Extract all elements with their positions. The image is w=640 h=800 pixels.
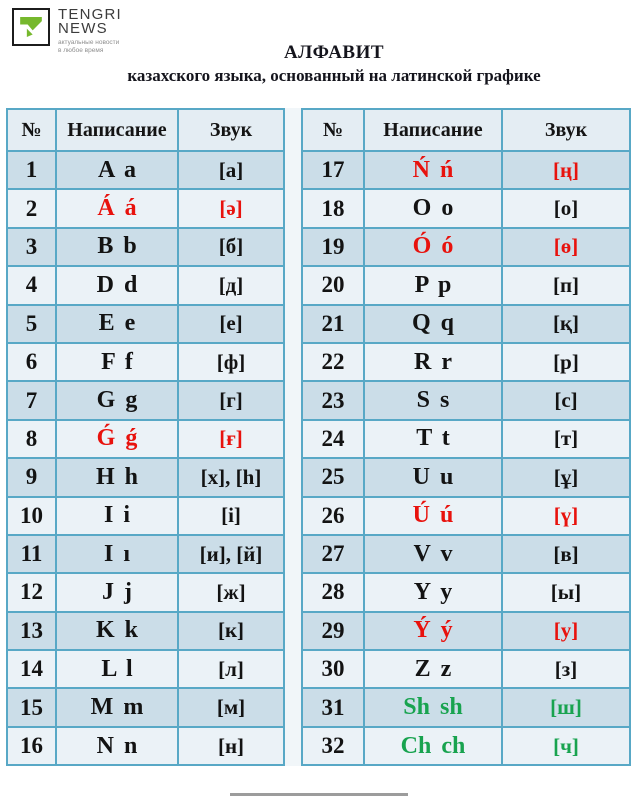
table-row [7,151,284,189]
row-sound: [м] [178,688,284,726]
table-row [7,650,284,688]
brand-line1: TENGRI [58,6,122,23]
row-sound: [ү] [502,497,630,535]
row-letters: Z z [364,650,502,688]
table-row [302,228,630,266]
row-sound: [i] [178,497,284,535]
table-gap-divider [285,108,301,766]
table-row [7,573,284,611]
table-row [302,573,630,611]
row-letters: N n [56,727,178,765]
table-row [7,381,284,419]
row-number: 7 [7,381,56,419]
row-letters: M m [56,688,178,726]
column-header-number: № [7,109,56,151]
row-number: 22 [302,343,364,381]
table-row [7,189,284,227]
brand-line2: NEWS [58,20,108,37]
row-number: 11 [7,535,56,573]
table-row [302,266,630,304]
row-letters: H h [56,458,178,496]
row-sound: [ж] [178,573,284,611]
row-letters: L l [56,650,178,688]
titles [0,42,640,86]
page-title: АЛФАВИТ [283,42,385,63]
row-sound: [у] [502,612,630,650]
row-letters: Ý ý [364,612,502,650]
table-row [7,343,284,381]
row-sound: [н] [178,727,284,765]
table-row [302,381,630,419]
row-letters: S s [364,381,502,419]
row-number: 28 [302,573,364,611]
table-row [7,420,284,458]
table-row [7,305,284,343]
row-number: 18 [302,189,364,227]
row-letters: Á á [56,189,178,227]
row-letters: A a [56,151,178,189]
row-number: 14 [7,650,56,688]
alphabet-table-left [6,108,285,766]
row-letters: D d [56,266,178,304]
row-sound: [д] [178,266,284,304]
row-sound: [с] [502,381,630,419]
row-number: 23 [302,381,364,419]
row-sound: [ч] [502,727,630,765]
table-row [302,458,630,496]
row-sound: [з] [502,650,630,688]
row-number: 4 [7,266,56,304]
footer-divider [230,793,408,796]
column-header-spelling: Написание [56,109,178,151]
table-row [7,535,284,573]
table-row [302,305,630,343]
column-header-number: № [302,109,364,151]
table-row [7,266,284,304]
row-letters: R r [364,343,502,381]
row-sound: [е] [178,305,284,343]
row-letters: U u [364,458,502,496]
row-sound: [қ] [502,305,630,343]
row-letters: Ó ó [364,228,502,266]
row-number: 19 [302,228,364,266]
row-letters: O o [364,189,502,227]
row-sound: [х], [h] [178,458,284,496]
row-number: 29 [302,612,364,650]
row-number: 16 [7,727,56,765]
table-row [302,650,630,688]
row-letters: T t [364,420,502,458]
row-number: 26 [302,497,364,535]
table-row [302,688,630,726]
row-sound: [ф] [178,343,284,381]
tagline-line1: актуальные новости [58,39,120,46]
header-row [7,109,284,151]
row-number: 1 [7,151,56,189]
row-sound: [р] [502,343,630,381]
row-number: 13 [7,612,56,650]
brand-name [58,8,122,36]
row-letters: Ú ú [364,497,502,535]
row-letters: Ch ch [364,727,502,765]
row-number: 15 [7,688,56,726]
table-row [302,420,630,458]
row-letters: E e [56,305,178,343]
row-number: 21 [302,305,364,343]
row-sound: [а] [178,151,284,189]
page-subtitle: казахского языка, основанный на латинской графике [127,66,541,85]
row-letters: I ı [56,535,178,573]
table-row [302,727,630,765]
row-letters: Q q [364,305,502,343]
row-number: 5 [7,305,56,343]
row-letters: Y y [364,573,502,611]
row-number: 20 [302,266,364,304]
table-row [302,151,630,189]
row-letters: K k [56,612,178,650]
row-number: 24 [302,420,364,458]
row-sound: [ы] [502,573,630,611]
row-sound: [т] [502,420,630,458]
row-letters: P p [364,266,502,304]
row-sound: [ә] [178,189,284,227]
row-number: 12 [7,573,56,611]
tagline-line2: в любое время [58,46,104,54]
row-sound: [б] [178,228,284,266]
row-number: 9 [7,458,56,496]
table-row [7,458,284,496]
row-sound: [ң] [502,151,630,189]
row-number: 3 [7,228,56,266]
header-row [302,109,630,151]
row-number: 17 [302,151,364,189]
row-letters: V v [364,535,502,573]
row-sound: [и], [й] [178,535,284,573]
row-number: 8 [7,420,56,458]
row-sound: [п] [502,266,630,304]
table-row [7,688,284,726]
row-number: 27 [302,535,364,573]
alphabet-tables [6,108,631,766]
row-number: 10 [7,497,56,535]
row-number: 2 [7,189,56,227]
table-row [302,189,630,227]
column-header-sound: Звук [502,109,630,151]
table-row [302,535,630,573]
row-number: 25 [302,458,364,496]
row-sound: [г] [178,381,284,419]
row-letters: I i [56,497,178,535]
row-number: 32 [302,727,364,765]
column-header-spelling: Написание [364,109,502,151]
table-row [302,497,630,535]
row-sound: [в] [502,535,630,573]
row-sound: [ғ] [178,420,284,458]
alphabet-table-right [301,108,631,766]
table-row [302,343,630,381]
table-row [7,228,284,266]
row-sound: [ө] [502,228,630,266]
tengrinews-logo-icon [16,12,46,42]
row-sound: [л] [178,650,284,688]
table-row [7,612,284,650]
row-sound: [ұ] [502,458,630,496]
row-letters: Ǵ ǵ [56,420,178,458]
row-letters: F f [56,343,178,381]
row-number: 6 [7,343,56,381]
column-header-sound: Звук [178,109,284,151]
row-letters: G g [56,381,178,419]
row-letters: B b [56,228,178,266]
row-number: 31 [302,688,364,726]
row-number: 30 [302,650,364,688]
tengrinews-logo [12,8,50,46]
table-row [7,727,284,765]
row-sound: [о] [502,189,630,227]
row-letters: J j [56,573,178,611]
row-letters: Sh sh [364,688,502,726]
row-letters: Ń ń [364,151,502,189]
row-sound: [ш] [502,688,630,726]
table-row [302,612,630,650]
row-sound: [к] [178,612,284,650]
table-row [7,497,284,535]
